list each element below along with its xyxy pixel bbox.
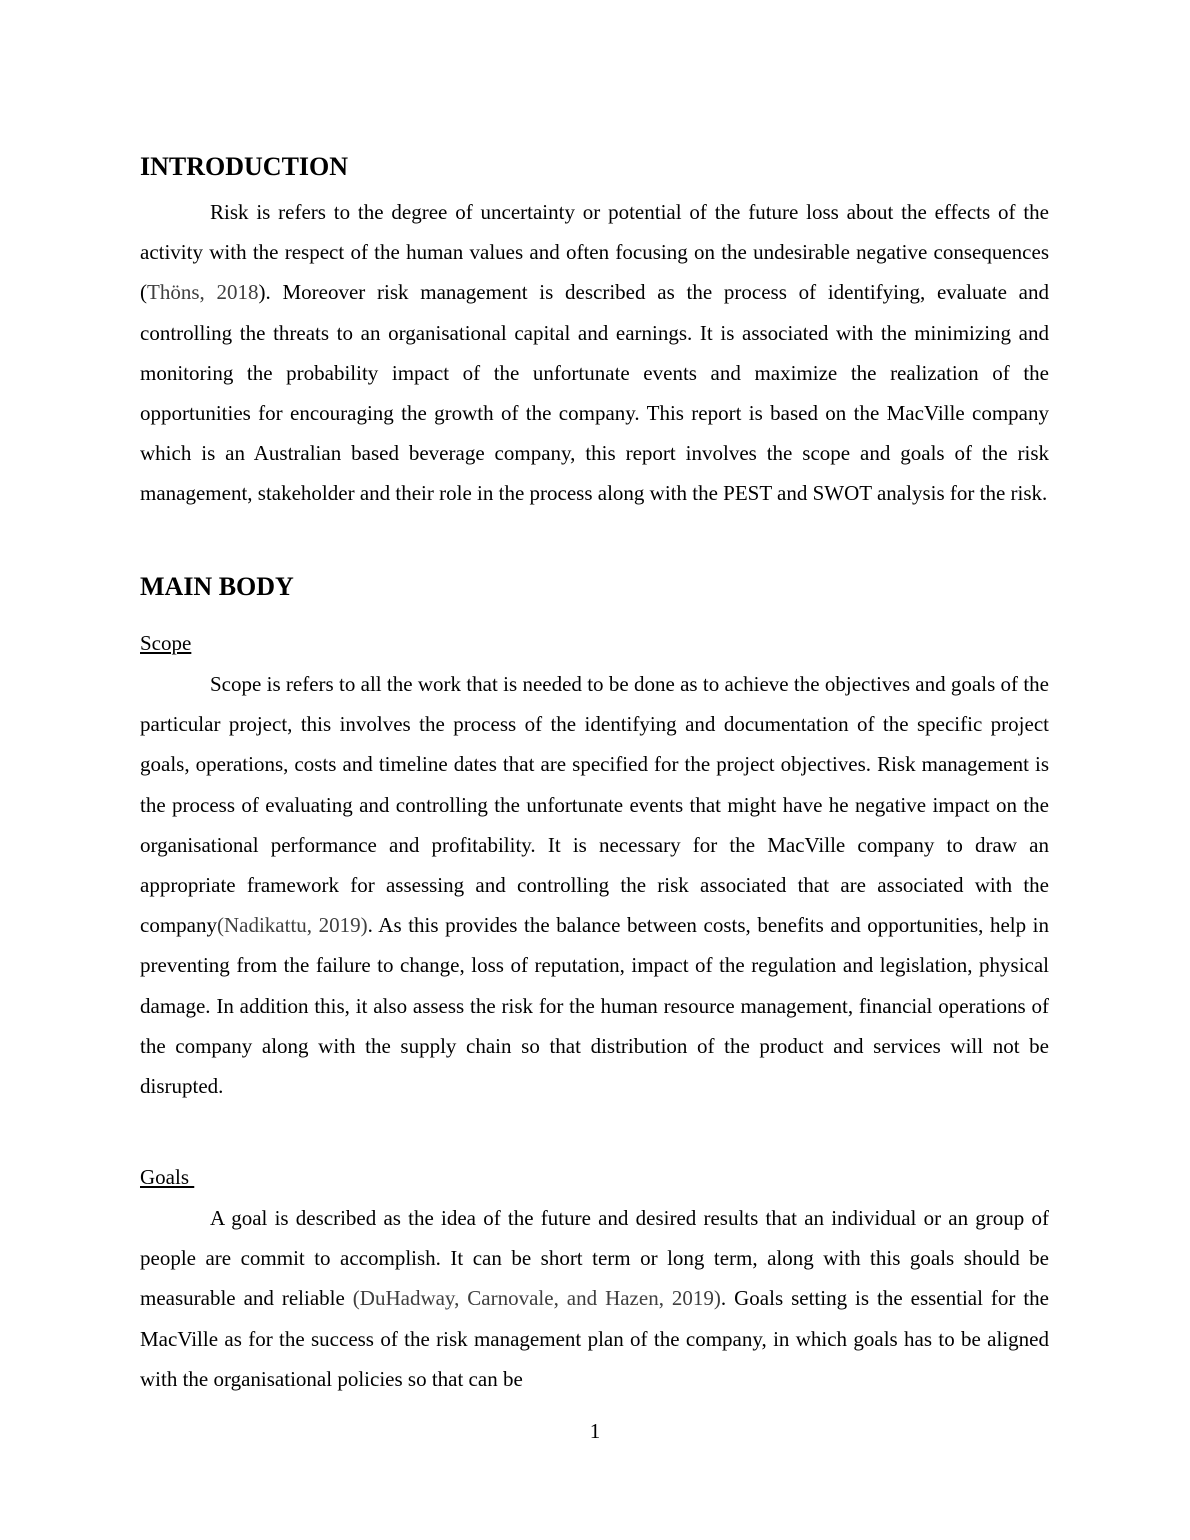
scope-text-start: Scope is refers to all the work that is needed to be done as to achieve the objectives and goals of the particular project, this involves the process of the identifying and documentation of the specific project goals, operations, costs and timeline dates that are specified for the project objectives. Risk management is the process of evaluating and controlling the unfortunate events that might have he negative impact on the organisational performance and profitability. It is necessary for the MacVille company to draw an appropriate framework for assessing and controlling the risk associated that are associated with the company xyxy=(140,672,1049,938)
scope-subheading: Scope xyxy=(140,631,192,655)
introduction-text-start: Risk is refers to the degree of uncertainty or potential of the future loss about the effects of the activity with the respect of the human values and often focusing on the undesirable negative consequences ( xyxy=(140,200,1049,305)
main-body-heading: MAIN BODY xyxy=(140,572,294,601)
introduction-text-end: ). Moreover risk management is described as the process of identifying, evaluate and controlling the threats to an organisational capital and earnings. It is associated with the minimizing and monitoring the probability impact of the unfortunate events and maximize the realization of the opportunities for encouraging the growth of the company. This report is based on the MacVille company which is an Australian based beverage company, this report involves the scope and goals of the risk management, stakeholder and their role in the process along with the PEST and SWOT analysis for the risk. xyxy=(140,280,1049,506)
goals-subheading: Goals xyxy=(140,1165,195,1189)
scope-text-end: . As this provides the balance between costs, benefits and opportunities, help in preventing from the failure to change, loss of reputation, impact of the regulation and legislation, physical damage. In addition this, it also assess the risk for the human resource management, financial operations of the company along with the supply chain so that distribution of the product and services will not be disrupted. xyxy=(140,913,1050,1099)
introduction-paragraph xyxy=(140,192,1049,514)
citation-thons: Thöns, 2018 xyxy=(147,280,259,305)
citation-nadikattu: (Nadikattu, 2019) xyxy=(216,913,368,938)
citation-duhadway: (DuHadway, Carnovale, and Hazen, 2019) xyxy=(352,1286,721,1311)
scope-paragraph xyxy=(140,664,1049,1106)
goals-paragraph xyxy=(140,1198,1049,1399)
goals-text-end: . Goals setting is the essential for the MacVille as for the success of the risk management plan of the company, in which goals has to be aligned with the organisational policies so that can be xyxy=(140,1286,1049,1391)
introduction-heading: INTRODUCTION xyxy=(140,152,349,181)
goals-text-start: A goal is described as the idea of the future and desired results that an individual or an group of people are commit to accomplish. It can be short term or long term, along with this goals should be measurable and reliable xyxy=(140,1206,1049,1311)
page-number: 1 xyxy=(589,1419,601,1443)
